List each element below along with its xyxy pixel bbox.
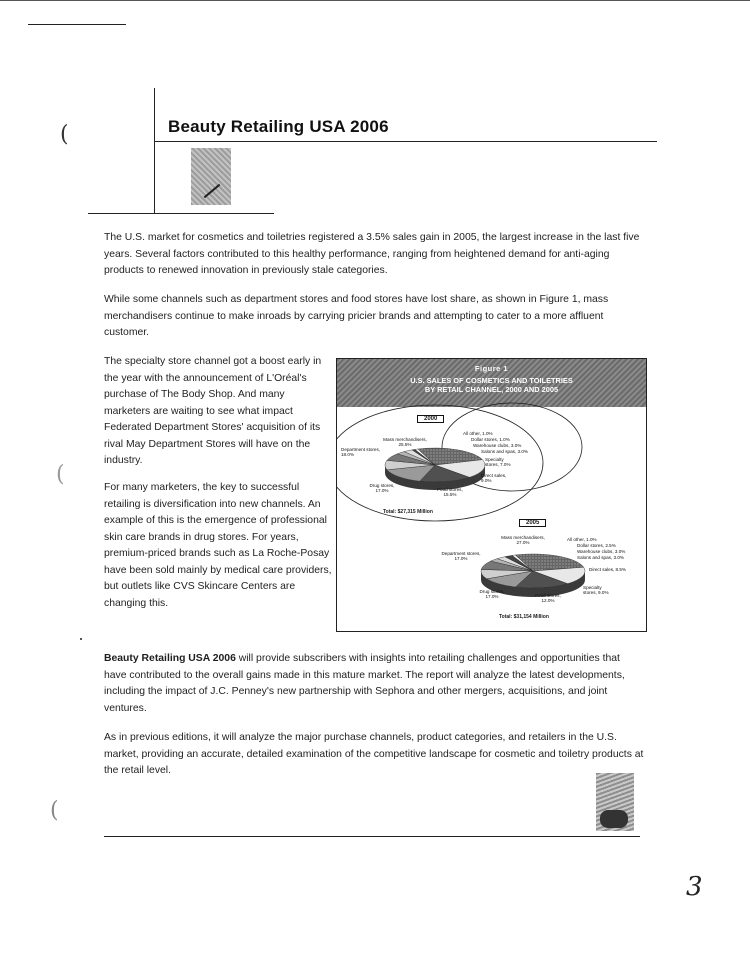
- page-title: Beauty Retailing USA 2006: [168, 117, 389, 136]
- label-2000-allother: All other, 1.0%: [463, 431, 493, 436]
- margin-bracket-bottom: (: [50, 798, 59, 823]
- label-2005-mass: Mass merchandisers, 27.0%: [501, 535, 545, 546]
- label-2000-mass: Mass merchandisers, 25.5%: [383, 437, 427, 448]
- specialty-store-paragraph: The specialty store channel got a boost early in the year with the announcement of L'Oréal's purchase of The Body Shop. And many marketers are waiting to see what impact Federated Department Stores' acquisition of its rival May Department Stores will have on the industry.: [104, 356, 322, 466]
- label-2005-direct: Direct sales, 8.5%: [589, 567, 627, 572]
- report-description-text: will provide subscribers with insights into retailing challenges and opportunities that have contributed to the overall gains made in this mature market. The report will analyze the latest developments, including the impact of J.C. Penney's new partnership with Sephora and other mergers, acquisitions, and joint ventures.: [104, 653, 625, 714]
- label-2000-food: Food stores, 15.5%: [437, 487, 463, 498]
- year-label-2000: 2000: [417, 415, 444, 423]
- top-border: [0, 0, 750, 1]
- figure-1: [336, 358, 647, 632]
- label-2005-drug: Drug stores, 17.0%: [479, 589, 505, 600]
- margin-bracket-middle: (: [56, 462, 65, 487]
- channels-paragraph: While some channels such as department stores and food stores have lost share, as shown in Figure 1, mass merchandisers continue to make inroads by carrying pricier brands and attempting to cater to a more affluent customer.: [104, 294, 609, 338]
- year-label-2005: 2005: [519, 519, 546, 527]
- total-2000: Total: $27,315 Million: [383, 509, 433, 515]
- diversification-paragraph: For many marketers, the key to successful retailing is diversification into new channels. An example of this is the emergence of professional skin care brands in drug stores. For years, premium-priced brands such as La Roche-Posay have been sold mainly by medical care providers, but outlets like CVS Skincare Centers are changing this.: [104, 482, 332, 609]
- label-2005-specialty: Specialty stores, 9.0%: [583, 585, 609, 596]
- total-2005: Total: $31,154 Million: [499, 614, 549, 620]
- label-2005-food: Food stores, 12.0%: [535, 593, 561, 604]
- label-2005-allother: All other, 1.0%: [567, 537, 597, 542]
- label-2000-department: Department stores, 18.0%: [341, 447, 381, 458]
- label-2000-drug: Drug stores, 17.0%: [369, 483, 395, 494]
- label-2000-specialty: Specialty stores, 7.0%: [485, 457, 511, 468]
- report-description-paragraph: [104, 651, 644, 717]
- header-thumbnail-image: [191, 148, 231, 205]
- footer-rule: [104, 836, 640, 837]
- footer-thumbnail-object: [600, 810, 628, 828]
- label-2005-warehouse: Warehouse clubs, 3.0%: [577, 549, 626, 554]
- editions-paragraph: As in previous editions, it will analyze the major purchase channels, product categories, and retailers in the U.S. market, providing an accurate, detailed examination of the competitive landscape for cosmetic and toiletry products at the retail level.: [104, 732, 644, 776]
- figure-label: Figure 1: [474, 364, 509, 373]
- label-2005-dollar: Dollar stores, 2.5%: [577, 543, 616, 548]
- label-2000-dollar: Dollar stores, 1.0%: [471, 437, 510, 442]
- stray-dot: [80, 638, 82, 640]
- intro-paragraph: The U.S. market for cosmetics and toiletries registered a 3.5% sales gain in 2005, the largest increase in the last five years. Several factors contributed to this healthy performance, ranging from heightened demand for anti-aging products to renewed innovation in previously stale categories.: [104, 232, 640, 276]
- label-2000-salons: Salons and spas, 3.0%: [481, 449, 528, 454]
- label-2000-warehouse: Warehouse clubs, 3.0%: [473, 443, 522, 448]
- title-underline: [154, 141, 657, 142]
- report-title-inline: Beauty Retailing USA 2006: [104, 653, 236, 664]
- page-number: 3: [686, 872, 703, 902]
- figure-title-line-1: U.S. SALES OF COSMETICS AND TOILETRIES: [410, 376, 573, 385]
- figure-title-line-2: BY RETAIL CHANNEL, 2000 AND 2005: [424, 385, 559, 394]
- label-2000-direct: Direct sales, 9.0%: [481, 473, 507, 484]
- title-vertical-rule: [154, 88, 155, 214]
- section-divider: [88, 213, 274, 214]
- top-left-rule: [28, 24, 126, 25]
- margin-bracket-top: (: [60, 122, 69, 147]
- label-2005-department: Department stores, 17.0%: [441, 551, 481, 562]
- label-2005-salons: Salons and spas, 3.0%: [577, 555, 624, 560]
